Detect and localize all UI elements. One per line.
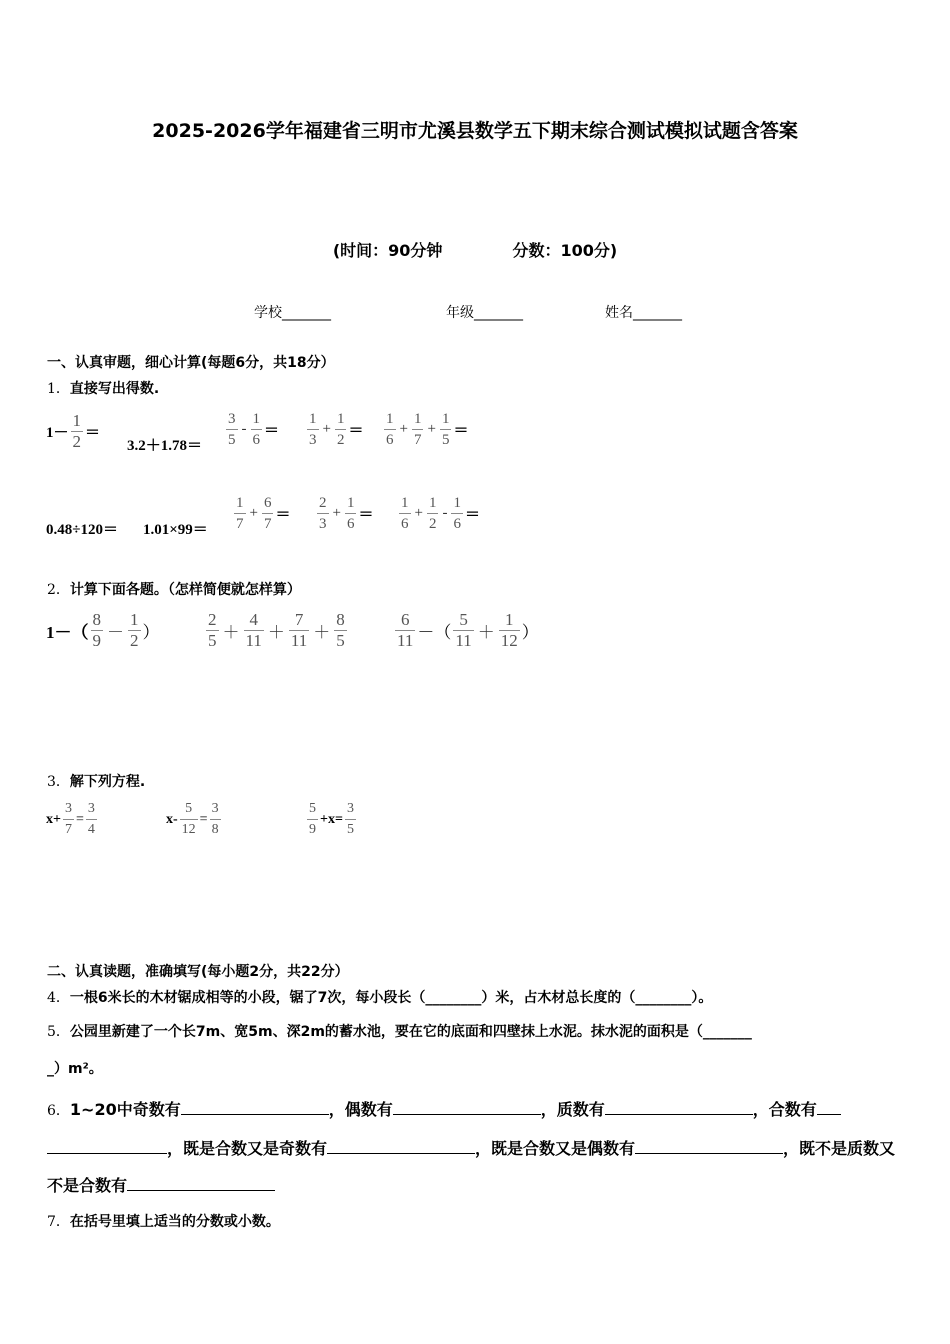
fraction: 4 11 [245,610,262,650]
grade-field[interactable]: 年级_______ [446,305,523,321]
fraction: 1 7 [236,495,244,532]
fraction: 1 12 [500,610,518,650]
fraction: $\frac{1}{2}$ [336,411,345,448]
fraction: 1 6 [401,495,409,532]
fraction: $\frac{6}{7}$ [263,495,272,532]
question-5-cont: _）m²。 [47,1061,103,1077]
q1-expr-6: 0.48÷120＝ [46,522,118,538]
fraction: 5 9 [309,801,316,837]
fraction: 2 3 [319,495,327,532]
fraction: $\frac{3}{8}$ [211,801,219,837]
fraction: 3 5 [228,411,236,448]
fraction: $\frac{1}{5}$ [441,411,450,448]
fraction: 1 6 [386,411,394,448]
fraction: 7 11 [290,610,308,650]
q1-expr-3: 3 5 - 1 6 ＝ [228,411,280,448]
q3-equation-1: x+ $\frac{3}{7}$ = $\frac{3}{4}$ [46,801,95,837]
fraction: 1 6 [453,495,461,532]
fraction: $\frac{1}{6}$ [346,495,355,532]
fraction: $\frac{3}{7}$ [64,801,72,837]
fraction: 1 2 [72,411,82,451]
q3-equation-2: x- $\frac{5}{12}$ = $\frac{3}{8}$ [166,801,219,837]
q1-expr-8: 1 7 + $\frac{6}{7}$ ＝ [236,495,291,532]
name-field[interactable]: 姓名_______ [605,305,682,321]
q1-expr-2: 3.2＋1.78＝ [127,438,203,454]
page-title: 2025-2026学年福建省三明市尤溪县数学五下期末综合测试模拟试题含答案 [152,120,798,142]
question-7: 7．在括号里填上适当的分数或小数。 [47,1214,280,1230]
school-field[interactable]: 学校_______ [254,305,331,321]
fraction: 1 6 [252,411,260,448]
fraction: 5 11 [455,610,472,650]
exam-info [0,238,950,261]
question-2: 2．计算下面各题。（怎样简便就怎样算） [47,582,301,598]
section-1-heading: 一、认真审题，细心计算(每题6分，共18分） [47,355,335,371]
q2-expr-1: 1－（ 8 9 － 1 2 ） [46,610,160,650]
q1-expr-1: 1－ 1 2 ＝ [46,411,101,451]
fraction: 8 5 [336,610,345,650]
question-3: 3．解下列方程. [47,774,146,790]
question-4: 4．一根6米长的木材锯成相等的小段，锯了7次，每小段长（________）米，占木材总长度的（________）。 [47,990,713,1006]
fraction: 2 5 [208,610,217,650]
q1-expr-4: 1 3 + $\frac{1}{2}$ ＝ [309,411,364,448]
fraction: $\frac{3}{4}$ [87,801,95,837]
q2-expr-3: 6 11 －（ 5 11 ＋ 1 12 ） [397,610,539,650]
question-1: 1．直接写出得数. [47,381,160,397]
question-6: 6．1~20中奇数有 ，偶数有 ，质数有 ，合数有，既是合数又是奇数有 ，既是合数又是偶数有 ，既不是质数又不是合数有 [47,1100,896,1195]
fraction: $\frac{3}{5}$ [346,801,354,837]
fraction: 1 2 [130,610,139,650]
fraction: 6 11 [397,610,414,650]
fraction: 1 3 [309,411,317,448]
q1-expr-5: 1 6 + $\frac{1}{7}$ + $\frac{1}{5}$ ＝ [386,411,469,448]
fraction: 8 9 [92,610,101,650]
q2-expr-2: 2 5 ＋ 4 11 ＋ 7 11 ＋ 8 5 [208,610,345,650]
q1-expr-7: 1.01×99＝ [143,522,208,538]
fraction: $\frac{1}{2}$ [428,495,437,532]
q1-expr-10: 1 6 + $\frac{1}{2}$ - 1 6 ＝ [401,495,480,532]
total-score: 分数：100分) [512,241,618,260]
question-5: 5．公园里新建了一个长7m、宽5m、深2m的蓄水池，要在它的底面和四壁抹上水泥。抹水泥的面积是（_______ [47,1024,752,1040]
q3-equation-3: 5 9 +x= $\frac{3}{5}$ [309,801,354,837]
q1-expr-9: 2 3 + $\frac{1}{6}$ ＝ [319,495,374,532]
time-limit: (时间：90分钟 [332,241,443,260]
fraction: $\frac{5}{12}$ [181,801,196,837]
fraction: $\frac{1}{7}$ [413,411,422,448]
section-2-heading: 二、认真读题，准确填写(每小题2分，共22分） [47,964,349,980]
